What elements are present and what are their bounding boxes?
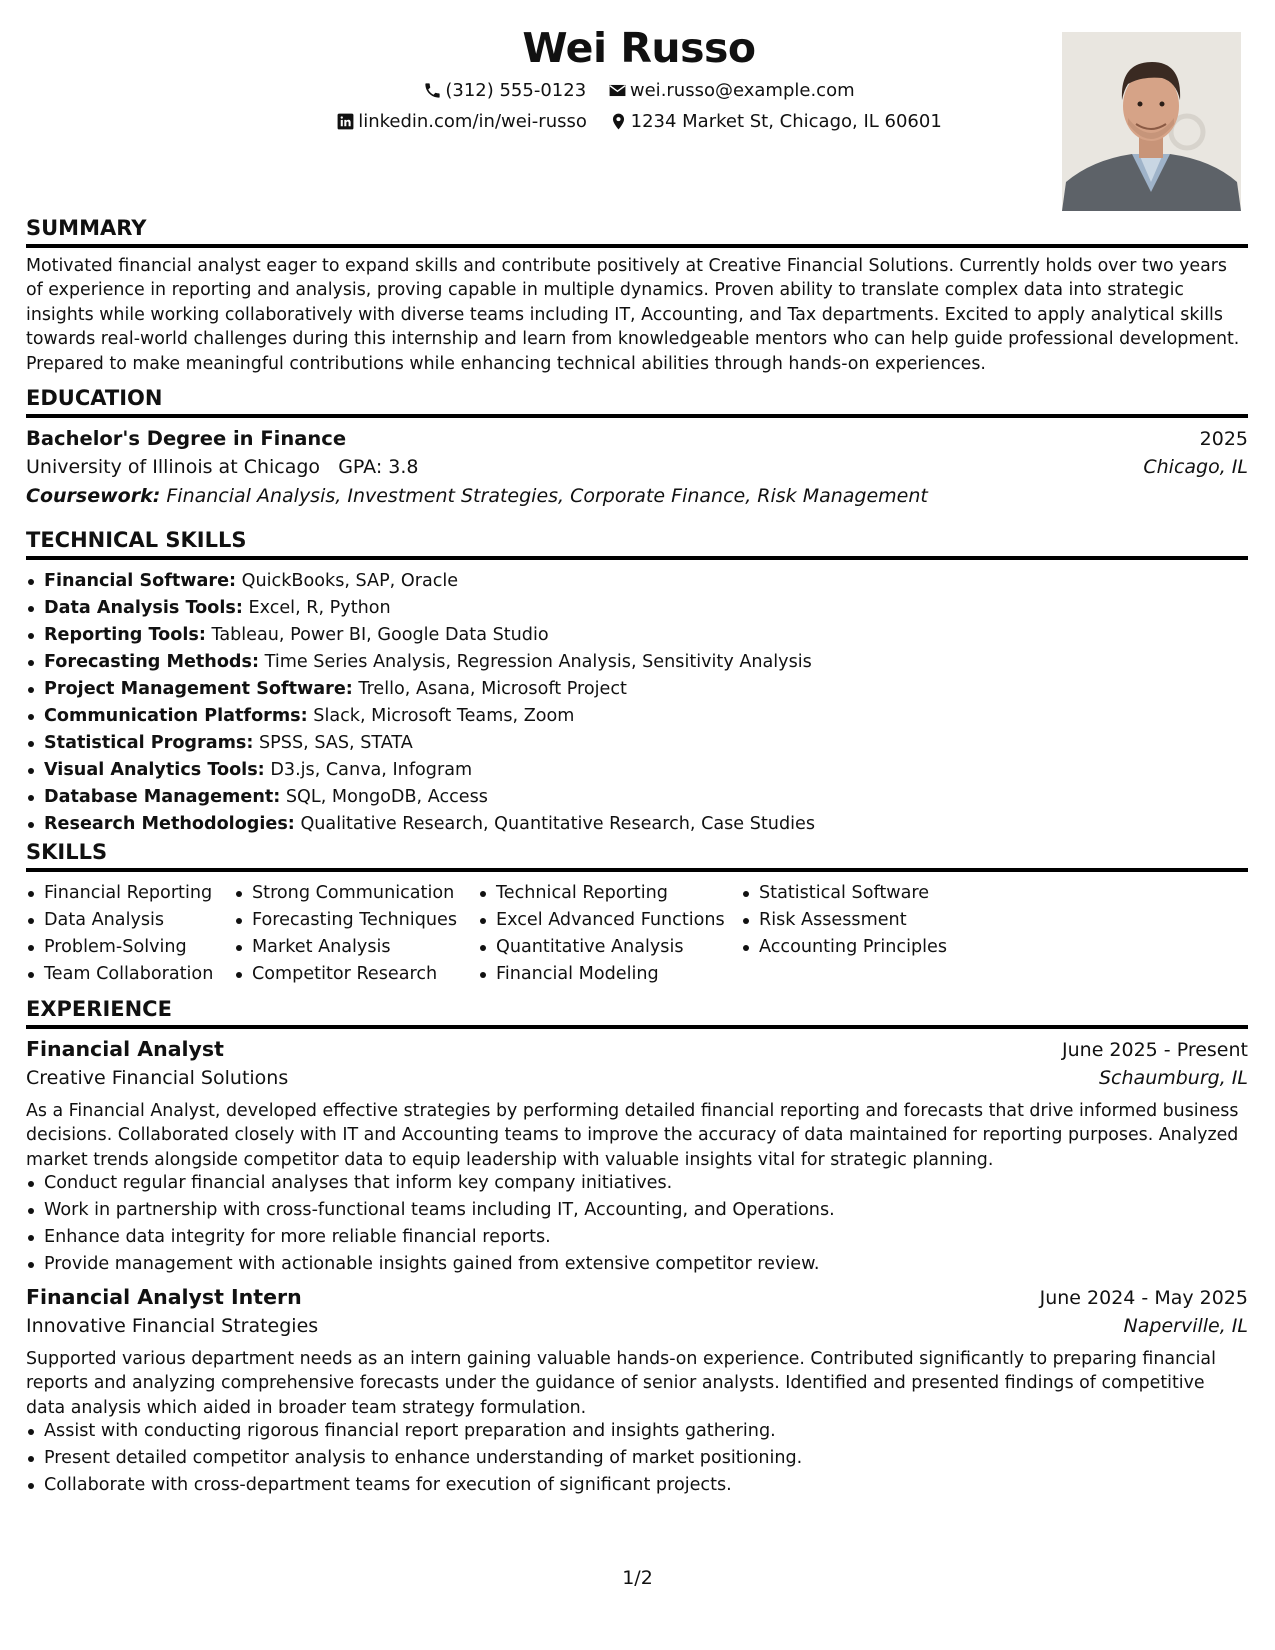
list-item: Forecasting Methods: Time Series Analysis, Regression Analysis, Sensitivity Analysis	[44, 649, 815, 676]
job-1-company-row	[26, 1067, 1248, 1089]
email-text[interactable]: wei.russo@example.com	[629, 80, 855, 101]
envelope-icon	[608, 81, 627, 100]
coursework-list: Financial Analysis, Investment Strategies, Corporate Finance, Risk Management	[166, 485, 928, 507]
skills-column-1	[26, 880, 213, 988]
list-item: Work in partnership with cross-functional teams including IT, Accounting, and Operations.	[44, 1197, 835, 1224]
education-degree-row	[26, 427, 1248, 450]
school-name: University of Illinois at Chicago	[26, 456, 321, 478]
resume-header	[26, 20, 1248, 220]
address-contact	[609, 111, 942, 132]
list-item: Problem-Solving	[44, 934, 213, 961]
list-item: Database Management: SQL, MongoDB, Access	[44, 784, 815, 811]
job-1-bullets	[26, 1170, 835, 1278]
job-2-company-row	[26, 1315, 1248, 1337]
job-1-company: Creative Financial Solutions	[26, 1067, 289, 1089]
coursework-line	[26, 485, 928, 507]
skills-column-3	[478, 880, 725, 988]
list-item: Risk Assessment	[759, 907, 947, 934]
experience-heading: EXPERIENCE	[26, 997, 1248, 1029]
summary-heading: SUMMARY	[26, 216, 1248, 248]
address-text: 1234 Market St, Chicago, IL 60601	[630, 111, 942, 132]
page-number: 1/2	[622, 1567, 653, 1589]
technical-skills-list	[26, 568, 815, 838]
list-item: Data Analysis Tools: Excel, R, Python	[44, 595, 815, 622]
technical-skills-heading: TECHNICAL SKILLS	[26, 528, 1248, 560]
job-2-bullets	[26, 1418, 802, 1499]
job-1-description: As a Financial Analyst, developed effective strategies by performing detailed financial reporting and forecasts that drive informed business decisions. Collaborated closely with IT and Accounting teams to improve the accuracy of data maintained for reporting purposes. Analyzed market trends alongside competitor data to equip leadership with valuable insights vital for strategic planning.	[26, 1101, 1239, 1170]
list-item: Visual Analytics Tools: D3.js, Canva, Infogram	[44, 757, 815, 784]
phone-icon	[423, 81, 442, 100]
job-2-dates: June 2024 - May 2025	[1039, 1287, 1248, 1309]
skills-column-4	[741, 880, 947, 961]
resume-page	[26, 0, 1248, 1650]
list-item: Technical Reporting	[496, 880, 725, 907]
list-item: Present detailed competitor analysis to enhance understanding of market positioning.	[44, 1445, 802, 1472]
portrait-image	[1062, 32, 1241, 211]
list-item: Competitor Research	[252, 961, 457, 988]
list-item: Financial Modeling	[496, 961, 725, 988]
list-item: Quantitative Analysis	[496, 934, 725, 961]
list-item: Reporting Tools: Tableau, Power BI, Google Data Studio	[44, 622, 815, 649]
list-item: Communication Platforms: Slack, Microsoft Teams, Zoom	[44, 703, 815, 730]
profile-photo	[1062, 32, 1241, 211]
coursework-label: Coursework:	[26, 485, 161, 507]
summary-text: Motivated financial analyst eager to expand skills and contribute positively at Creative Financial Solutions. Currently holds over two years of experience in reporting and analysis, proving capable in multiple dynamics. Proven ability to translate complex data into strategic insights while working collaboratively with diverse teams including IT, Accounting, and Tax departments. Excited to apply analytical skills towards real-world challenges during this internship and learn from knowledgeable mentors who can help guide professional development. Prepared to make meaningful contributions while enhancing technical abilities through hands-on experiences.	[26, 256, 1240, 374]
linkedin-contact[interactable]	[336, 111, 587, 132]
job-2-location: Naperville, IL	[1123, 1315, 1248, 1337]
job-1-location: Schaumburg, IL	[1099, 1067, 1248, 1089]
list-item: Statistical Software	[759, 880, 947, 907]
list-item: Financial Software: QuickBooks, SAP, Oracle	[44, 568, 815, 595]
list-item: Conduct regular financial analyses that inform key company initiatives.	[44, 1170, 835, 1197]
graduation-year: 2025	[1199, 428, 1248, 450]
list-item: Assist with conducting rigorous financial report preparation and insights gathering.	[44, 1418, 802, 1445]
candidate-name: Wei Russo	[522, 24, 756, 72]
coursework-row	[26, 485, 1248, 507]
list-item: Collaborate with cross-department teams for execution of significant projects.	[44, 1472, 802, 1499]
skills-column-2	[234, 880, 457, 988]
education-heading: EDUCATION	[26, 386, 1248, 418]
school-line	[26, 456, 418, 478]
list-item: Research Methodologies: Qualitative Research, Quantitative Research, Case Studies	[44, 811, 815, 838]
list-item: Statistical Programs: SPSS, SAS, STATA	[44, 730, 815, 757]
list-item: Project Management Software: Trello, Asana, Microsoft Project	[44, 676, 815, 703]
list-item: Data Analysis	[44, 907, 213, 934]
list-item: Market Analysis	[252, 934, 457, 961]
list-item: Provide management with actionable insights gained from extensive competitor review.	[44, 1251, 835, 1278]
education-school-row	[26, 456, 1248, 478]
list-item: Forecasting Techniques	[252, 907, 457, 934]
linkedin-icon	[336, 112, 355, 131]
email-contact[interactable]	[608, 80, 855, 101]
job-1-title: Financial Analyst	[26, 1037, 224, 1061]
job-2-title-row	[26, 1285, 1248, 1309]
degree-title: Bachelor's Degree in Finance	[26, 427, 347, 450]
job-1-title-row	[26, 1037, 1248, 1061]
gpa: GPA: 3.8	[338, 456, 419, 478]
list-item: Accounting Principles	[759, 934, 947, 961]
list-item: Financial Reporting	[44, 880, 213, 907]
phone-contact	[423, 80, 586, 101]
job-2-title: Financial Analyst Intern	[26, 1285, 302, 1309]
job-1-dates: June 2025 - Present	[1062, 1039, 1248, 1061]
map-pin-icon	[609, 112, 628, 131]
list-item: Strong Communication	[252, 880, 457, 907]
list-item: Enhance data integrity for more reliable financial reports.	[44, 1224, 835, 1251]
job-2-description: Supported various department needs as an intern gaining valuable hands-on experience. Contributed significantly to preparing financial reports and analyzing comprehensive forecasts under the guidance of senior analysts. Identified and presented findings of competitive data analysis which aided in broader team strategy formulation.	[26, 1349, 1216, 1418]
skills-heading: SKILLS	[26, 840, 1248, 872]
school-location: Chicago, IL	[1143, 456, 1248, 478]
phone-text: (312) 555-0123	[445, 80, 587, 101]
list-item: Team Collaboration	[44, 961, 213, 988]
list-item: Excel Advanced Functions	[496, 907, 725, 934]
linkedin-text[interactable]: linkedin.com/in/wei-russo	[358, 111, 587, 132]
job-2-company: Innovative Financial Strategies	[26, 1315, 319, 1337]
